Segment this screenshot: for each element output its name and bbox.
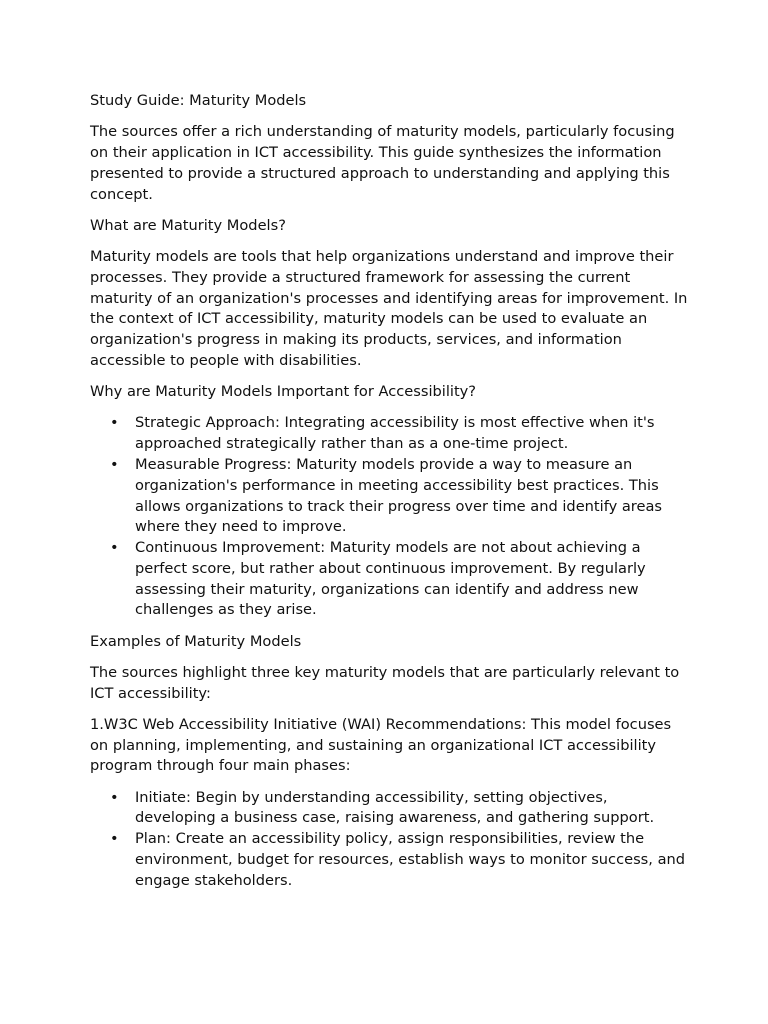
bullet-glyph: • [110, 414, 119, 432]
section-heading-examples: Examples of Maturity Models [90, 632, 302, 650]
list-item-text: Plan: Create an accessibility policy, assign responsibilities, review the environment, budget for resources, establish ways to monitor success, and engage stakeholders. [135, 830, 686, 889]
section-heading-what: What are Maturity Models? [90, 216, 286, 234]
numbered-item-w3c: 1.W3C Web Accessibility Initiative (WAI) Recommendations: This model focuses on planning, implementing, and sustaining an organizational ICT accessibility program through four main phases: [90, 715, 672, 775]
bullet-list-why [90, 413, 690, 621]
document-body [90, 91, 690, 902]
bullet-glyph: • [110, 830, 119, 848]
bullet-list-phases [90, 788, 690, 892]
intro-paragraph: The sources offer a rich understanding of maturity models, particularly focusing on their application in ICT accessibility. This guide synthesizes the information presented to provide a structured approach to understanding and applying this concept. [90, 123, 675, 203]
list-item [90, 829, 690, 891]
section-body-examples: The sources highlight three key maturity models that are particularly relevant to ICT accessibility: [90, 663, 680, 702]
list-item [90, 413, 690, 455]
list-item-text: Measurable Progress: Maturity models provide a way to measure an organization's performance in meeting accessibility best practices. This allows organizations to track their progress over time and identify areas where they need to improve. [135, 455, 663, 536]
document-title: Study Guide: Maturity Models [90, 92, 307, 109]
bullet-glyph: • [110, 539, 119, 557]
section-heading-why: Why are Maturity Models Important for Accessibility? [90, 383, 477, 401]
bullet-glyph: • [110, 455, 119, 473]
list-item [90, 788, 690, 830]
list-item-text: Strategic Approach: Integrating accessibility is most effective when it's approached strategically rather than as a one-time project. [135, 414, 655, 453]
bullet-glyph: • [110, 788, 119, 806]
list-item-text: Initiate: Begin by understanding accessibility, setting objectives, developing a business case, raising awareness, and gathering support. [135, 788, 655, 827]
list-item-text: Continuous Improvement: Maturity models are not about achieving a perfect score, but rather about continuous improvement. By regularly assessing their maturity, organizations can identify and address new challenges as they arise. [135, 539, 646, 619]
list-item [90, 538, 690, 621]
section-body-what: Maturity models are tools that help organizations understand and improve their processes. They provide a structured framework for assessing the current maturity of an organization's processes and identifying areas for improvement. In the context of ICT accessibility, maturity models can be used to evaluate an organization's progress in making its products, services, and information accessible to people with disabilities. [90, 247, 688, 369]
list-item [90, 455, 690, 538]
